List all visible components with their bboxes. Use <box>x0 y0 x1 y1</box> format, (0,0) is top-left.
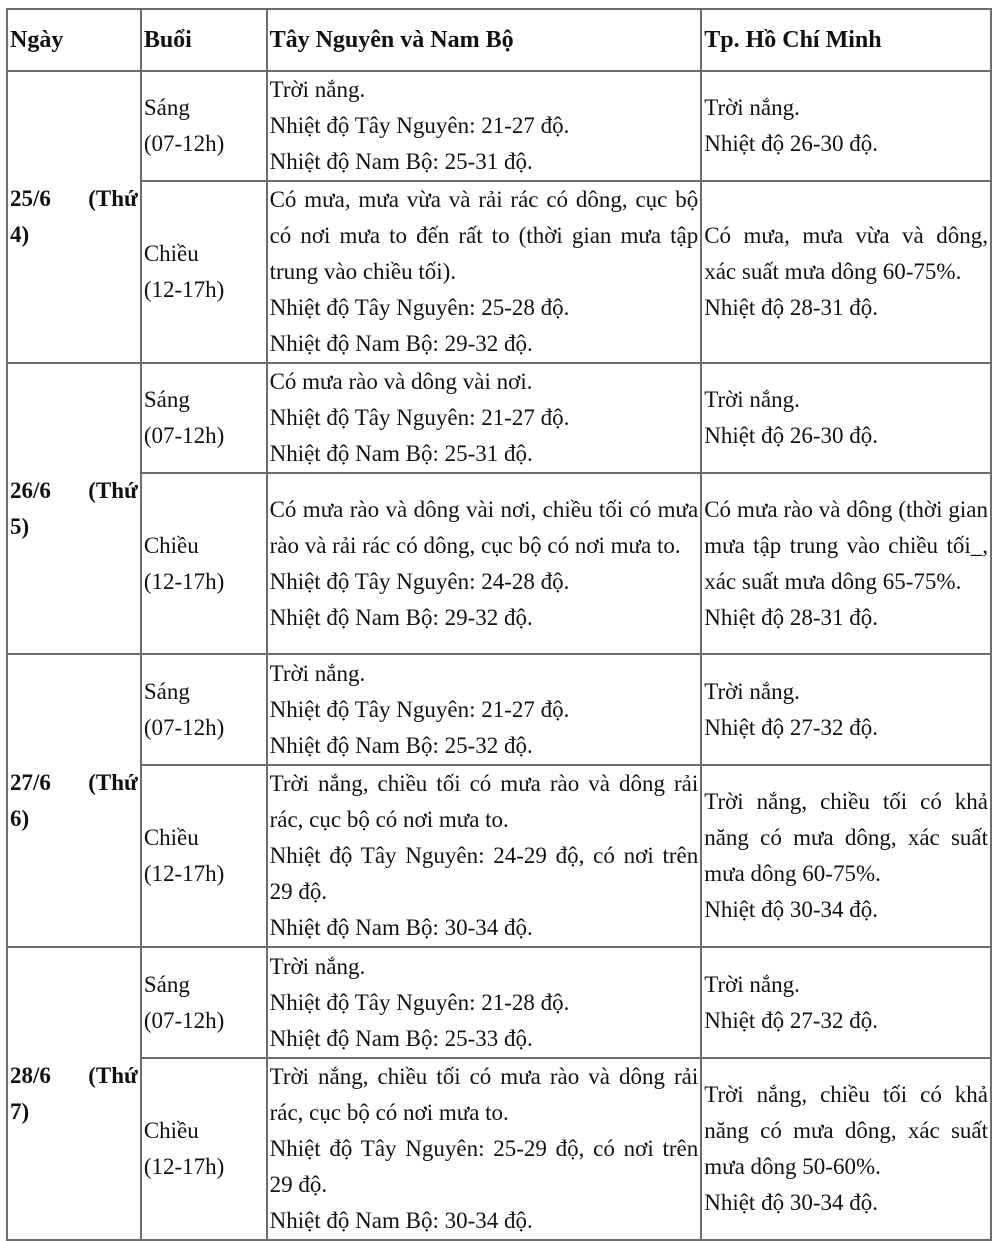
day-weekday: (Thứ <box>88 186 138 211</box>
session-name: Sáng <box>143 678 190 704</box>
forecast-text: Nhiệt độ Nam Bộ: 30-34 độ. <box>269 1208 533 1233</box>
forecast-text: Nhiệt độ 27-32 độ. <box>704 1007 878 1033</box>
region-forecast-cell <box>267 71 702 181</box>
session-cell <box>141 181 267 363</box>
session-cell <box>141 473 267 654</box>
forecast-text: Nhiệt độ Nam Bộ: 25-31 độ. <box>269 441 533 466</box>
forecast-text: Nhiệt độ Nam Bộ: 29-32 độ. <box>269 604 533 630</box>
session-hours: (12-17h) <box>143 1154 225 1179</box>
header-day: Ngày <box>7 9 141 71</box>
forecast-text: Trời nắng, chiều tối có khả năng có mưa dông, xác suất mưa dông 60-75%. <box>704 789 988 886</box>
session-hours: (12-17h) <box>143 277 225 302</box>
day-date: 26/6 <box>10 477 51 503</box>
region-forecast-cell <box>267 1058 702 1240</box>
forecast-text: Trời nắng. <box>704 971 800 997</box>
forecast-text: Nhiệt độ 30-34 độ. <box>704 897 878 922</box>
day-cell <box>7 363 141 654</box>
table-row <box>7 1058 991 1240</box>
session-cell <box>141 654 267 765</box>
session-hours: (07-12h) <box>143 423 225 448</box>
table-row <box>7 71 991 181</box>
forecast-text: Trời nắng. <box>704 678 800 704</box>
forecast-text: Nhiệt độ Tây Nguyên: 24-29 độ, có nơi trên 29 độ. <box>269 843 699 904</box>
forecast-text: Nhiệt độ 28-31 độ. <box>704 604 878 630</box>
forecast-text: Nhiệt độ Nam Bộ: 25-31 độ. <box>269 149 533 174</box>
forecast-text: Nhiệt độ Tây Nguyên: 24-28 độ. <box>269 568 570 594</box>
day-cell <box>7 654 141 947</box>
forecast-text: Có mưa rào và dông (thời gian mưa tập trung vào chiều tối_, xác suất mưa dông 65-75%. <box>704 496 988 594</box>
session-cell <box>141 1058 267 1240</box>
forecast-text: Trời nắng, chiều tối có khả năng có mưa dông, xác suất mưa dông 50-60%. <box>704 1082 988 1179</box>
day-weekday: (Thứ <box>88 769 138 795</box>
table-row <box>7 947 991 1058</box>
region-forecast-cell <box>267 654 702 765</box>
forecast-text: Nhiệt độ 28-31 độ. <box>704 295 878 320</box>
session-name: Sáng <box>143 387 190 412</box>
session-name: Chiều <box>143 532 199 558</box>
day-weekday: (Thứ <box>88 1062 138 1088</box>
forecast-text: Nhiệt độ Tây Nguyên: 25-28 độ. <box>269 295 570 320</box>
forecast-text: Trời nắng. <box>704 387 800 412</box>
forecast-text: Trời nắng. <box>269 953 366 979</box>
forecast-text: Nhiệt độ Tây Nguyên: 21-27 độ. <box>269 696 570 722</box>
forecast-text: Trời nắng, chiều tối có mưa rào và dông rải rác, cục bộ có nơi mưa to. <box>269 771 699 832</box>
region-forecast-cell <box>267 765 702 947</box>
day-weekday-number: 5) <box>10 513 30 539</box>
forecast-text: Nhiệt độ Nam Bộ: 25-33 độ. <box>269 1025 533 1051</box>
table-row <box>7 363 991 473</box>
forecast-text: Nhiệt độ 26-30 độ. <box>704 131 878 156</box>
hcm-forecast-cell <box>701 654 991 765</box>
session-name: Chiều <box>143 241 199 266</box>
forecast-text: Nhiệt độ Tây Nguyên: 21-28 độ. <box>269 989 570 1015</box>
forecast-text: Trời nắng. <box>704 95 800 120</box>
forecast-text: Có mưa, mưa vừa và rải rác có dông, cục bộ có nơi mưa to đến rất to (thời gian mưa tập trung vào chiều tối). <box>269 187 699 284</box>
day-date: 28/6 <box>10 1062 51 1088</box>
forecast-text: Nhiệt độ Tây Nguyên: 21-27 độ. <box>269 405 570 430</box>
forecast-text: Có mưa rào và dông vài nơi. <box>269 369 533 394</box>
header-session: Buổi <box>141 9 267 71</box>
hcm-forecast-cell <box>701 71 991 181</box>
day-weekday-number: 6) <box>10 805 30 831</box>
day-cell <box>7 71 141 363</box>
header-hcm: Tp. Hồ Chí Minh <box>701 9 991 71</box>
session-name: Sáng <box>143 971 190 997</box>
forecast-text: Nhiệt độ Nam Bộ: 25-32 độ. <box>269 732 533 758</box>
forecast-text: Nhiệt độ Nam Bộ: 29-32 độ. <box>269 331 533 356</box>
forecast-text: Nhiệt độ 30-34 độ. <box>704 1190 878 1215</box>
session-cell <box>141 947 267 1058</box>
day-date: 25/6 <box>10 186 51 211</box>
session-hours: (12-17h) <box>143 568 225 594</box>
table-row <box>7 181 991 363</box>
forecast-text: Nhiệt độ Nam Bộ: 30-34 độ. <box>269 915 533 940</box>
table-row <box>7 654 991 765</box>
session-name: Sáng <box>143 95 190 120</box>
hcm-forecast-cell <box>701 1058 991 1240</box>
hcm-forecast-cell <box>701 363 991 473</box>
forecast-text: Có mưa rào và dông vài nơi, chiều tối có mưa rào và rải rác có dông, cục bộ có nơi mưa to. <box>269 496 699 558</box>
session-hours: (07-12h) <box>143 714 225 740</box>
region-forecast-cell <box>267 473 702 654</box>
session-name: Chiều <box>143 1118 199 1143</box>
session-cell <box>141 765 267 947</box>
forecast-text: Trời nắng. <box>269 77 366 102</box>
day-weekday-number: 7) <box>10 1098 30 1124</box>
table-row <box>7 473 991 654</box>
forecast-text: Nhiệt độ Tây Nguyên: 21-27 độ. <box>269 113 570 138</box>
table-row <box>7 765 991 947</box>
forecast-text: Trời nắng. <box>269 660 366 686</box>
session-hours: (07-12h) <box>143 131 225 156</box>
region-forecast-cell <box>267 181 702 363</box>
hcm-forecast-cell <box>701 765 991 947</box>
header-region: Tây Nguyên và Nam Bộ <box>267 9 702 71</box>
forecast-text: Có mưa, mưa vừa và dông, xác suất mưa dông 60-75%. <box>704 223 988 284</box>
forecast-text: Nhiệt độ 27-32 độ. <box>704 714 878 740</box>
day-weekday-number: 4) <box>10 222 30 247</box>
hcm-forecast-cell <box>701 473 991 654</box>
hcm-forecast-cell <box>701 181 991 363</box>
day-cell <box>7 947 141 1240</box>
day-date: 27/6 <box>10 769 51 795</box>
session-cell <box>141 71 267 181</box>
day-weekday: (Thứ <box>88 477 138 503</box>
session-cell <box>141 363 267 473</box>
region-forecast-cell <box>267 363 702 473</box>
session-name: Chiều <box>143 825 199 850</box>
forecast-text: Nhiệt độ 26-30 độ. <box>704 423 878 448</box>
header-row <box>7 9 991 71</box>
forecast-text: Trời nắng, chiều tối có mưa rào và dông rải rác, cục bộ có nơi mưa to. <box>269 1064 699 1125</box>
session-hours: (07-12h) <box>143 1007 225 1033</box>
forecast-text: Nhiệt độ Tây Nguyên: 25-29 độ, có nơi trên 29 độ. <box>269 1136 699 1197</box>
weather-forecast-table <box>6 8 992 1241</box>
region-forecast-cell <box>267 947 702 1058</box>
hcm-forecast-cell <box>701 947 991 1058</box>
session-hours: (12-17h) <box>143 861 225 886</box>
